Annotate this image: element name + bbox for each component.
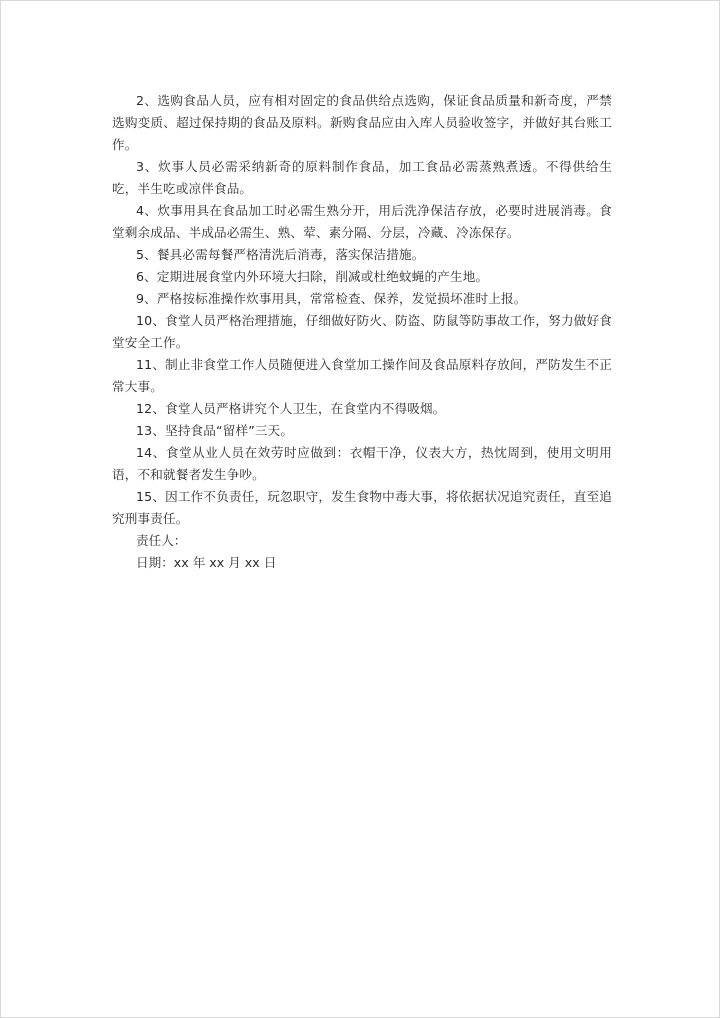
- rule-paragraph: 4、炊事用具在食品加工时必需生熟分开，用后洗净保洁存放，必要时进展消毒。食堂剩余成品、半成品必需生、熟、荤、素分隔、分层，冷藏、冷冻保存。: [112, 203, 612, 240]
- document-body: [112, 90, 612, 574]
- rule-paragraph: 11、制止非食堂工作人员随便进入食堂加工操作间及食品原料存放间，严防发生不正常大事。: [112, 357, 612, 394]
- rule-paragraph: 2、选购食品人员，应有相对固定的食品供给点选购，保证食品质量和新奇度，严禁选购变质、超过保持期的食品及原料。新购食品应由入库人员验收签字，并做好其台账工作。: [112, 93, 612, 152]
- rule-paragraph: 6、定期进展食堂内外环境大扫除，削减或杜绝蚊蝇的产生地。: [136, 269, 489, 284]
- rule-paragraph: 13、坚持食品“留样”三天。: [136, 423, 294, 438]
- rule-paragraph: 9、严格按标准操作炊事用具，常常检查、保养，发觉损坏准时上报。: [136, 291, 527, 306]
- rule-paragraph: 5、餐具必需每餐严格清洗后消毒，落实保洁措施。: [136, 247, 425, 262]
- responsible-person-label: 责任人：: [136, 533, 187, 548]
- rule-paragraph: 10、食堂人员严格治理措施，仔细做好防火、防盗、防鼠等防事故工作，努力做好食堂安全工作。: [112, 313, 612, 350]
- rule-paragraph: 14、食堂从业人员在效劳时应做到：衣帽干净，仪表大方，热忱周到，使用文明用语，不和就餐者发生争吵。: [112, 445, 612, 482]
- rule-paragraph: 15、因工作不负责任，玩忽职守，发生食物中毒大事，将依据状况追究责任，直至追究刑事责任。: [112, 489, 612, 526]
- date-line: 日期：xx 年 xx 月 xx 日: [136, 555, 277, 570]
- rule-paragraph: 12、食堂人员严格讲究个人卫生，在食堂内不得吸烟。: [136, 401, 446, 416]
- rule-paragraph: 3、炊事人员必需采纳新奇的原料制作食品，加工食品必需蒸熟煮透。不得供给生吃，半生吃或凉伴食品。: [112, 159, 612, 196]
